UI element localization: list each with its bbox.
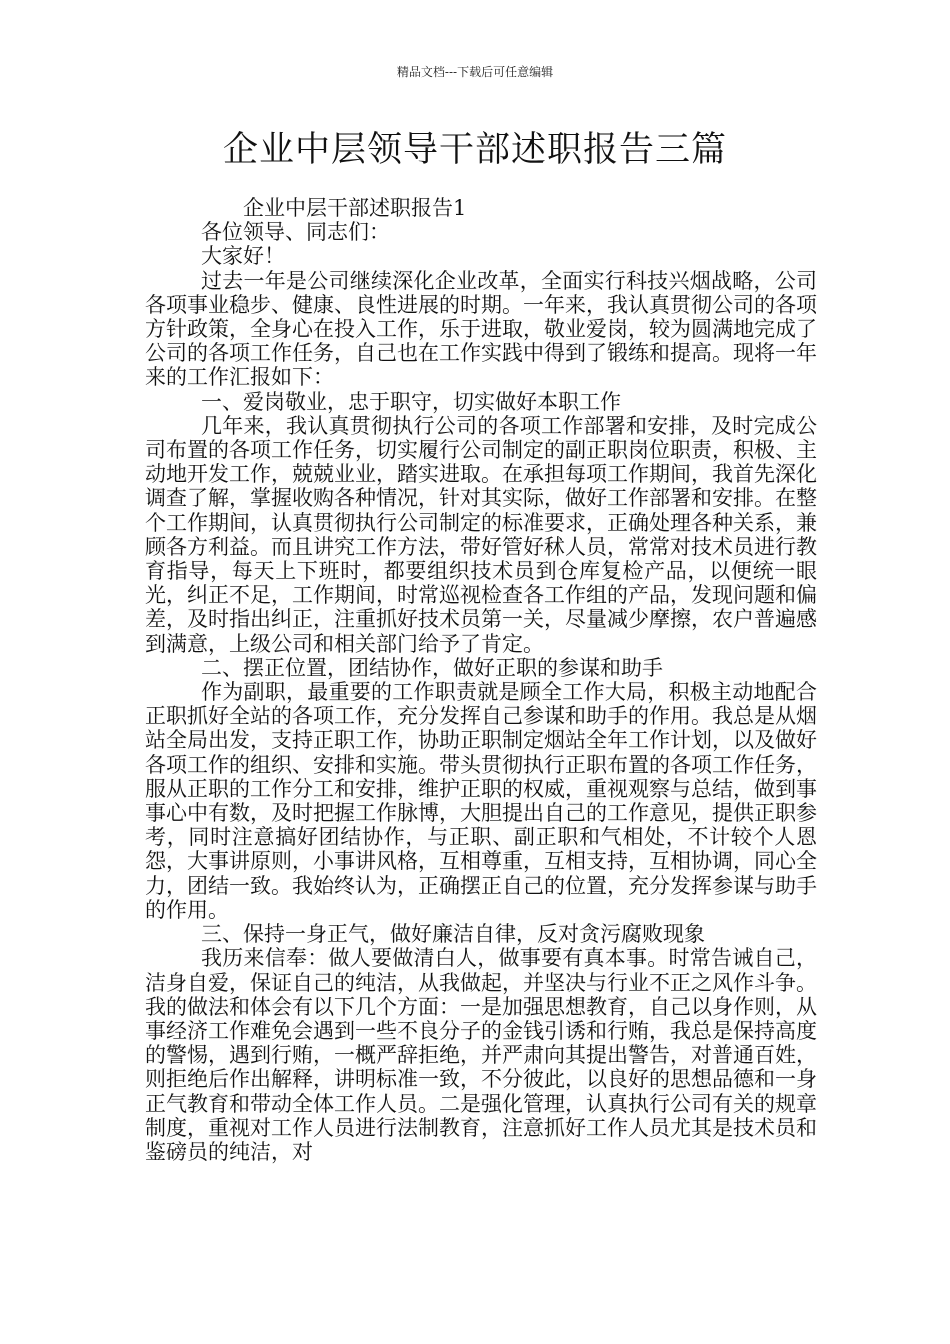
section-paragraph-3: 我历来信奉：做人要做清白人，做事要有真本事。时常告诫自己，洁身自爱，保证自己的纯洁，从我做起，并坚决与行业不正之风作斗争。我的做法和体会有以下几个方面：一是加强思想教育，自己以身作则，从事经济工作难免会遇到一些不良分子的金钱引诱和行贿，我总是保持高度的警惕，遇到行贿，一概严辞拒绝，并严肃向其提出警告，对普通百姓，则拒绝后作出解释，讲明标准一致，不分彼此，以良好的思想品德和一身正气教育和带动全体工作人员。二是强化管理，认真执行公司有关的规章制度，重视对工作人员进行法制教育，注意抓好工作人员尤其是技术员和鉴磅员的纯洁，对	[145, 946, 817, 1164]
report-subtitle: 企业中层干部述职报告1	[243, 196, 467, 220]
greeting: 大家好！	[201, 244, 285, 269]
document-body	[145, 196, 817, 1164]
section-heading-3: 三、保持一身正气，做好廉洁自律，反对贪污腐败现象	[201, 922, 705, 947]
section-paragraph-1: 几年来，我认真贯彻执行公司的各项工作部署和安排，及时完成公司布置的各项工作任务，切实履行公司制定的副正职岗位职责，积极、主动地开发工作，兢兢业业，踏实进取。在承担每项工作期间，我首先深化调查了解，掌握收购各种情况，针对其实际，做好工作部署和安排。在整个工作期间，认真贯彻执行公司制定的标准要求，正确处理各种关系，兼顾各方利益。而且讲究工作方法，带好管好秫人员，常常对技术员进行教育指导，每天上下班时，都要组织技术员到仓库复检产品，以便统一眼光，纠正不足，工作期间，时常巡视检查各工作组的产品，发现问题和偏差，及时指出纠正，注重抓好技术员第一关，尽量减少摩擦，农户普遍感到满意，上级公司和相关部门给予了肯定。	[145, 413, 817, 656]
header-note: 精品文档---下载后可任意编辑	[396, 65, 554, 79]
document-title: 企业中层领导干部述职报告三篇	[222, 130, 727, 170]
intro-paragraph: 过去一年是公司继续深化企业改革，全面实行科技兴烟战略，公司各项事业稳步、健康、良性进展的时期。一年来，我认真贯彻公司的各项方针政策，全身心在投入工作，乐于进取，敬业爱岗，较为圆满地完成了公司的各项工作任务，自己也在工作实践中得到了锻练和提高。现将一年来的工作汇报如下：	[145, 268, 817, 390]
salutation: 各位领导、同志们：	[201, 220, 390, 245]
section-heading-1: 一、爱岗敬业，忠于职守，切实做好本职工作	[201, 389, 621, 414]
section-paragraph-2: 作为副职，最重要的工作职责就是顾全工作大局，积极主动地配合正职抓好全站的各项工作，充分发挥自己参谋和助手的作用。我总是从烟站全局出发，支持正职工作，协助正职制定烟站全年工作计划，以及做好各项工作的组织、安排和实施。带头贯彻执行正职布置的各项工作任务，服从正职的工作分工和安排，维护正职的权威，重视观察与总结，做到事事心中有数，及时把握工作脉博，大胆提出自己的工作意见，提供正职参考，同时注意搞好团结协作，与正职、副正职和气相处，不计较个人恩怨，大事讲原则，小事讲风格，互相尊重，互相支持，互相协调，同心全力，团结一致。我始终认为，正确摆正自己的位置，充分发挥参谋与助手的作用。	[145, 680, 817, 922]
section-heading-2: 二、摆正位置，团结协作，做好正职的参谋和助手	[201, 655, 663, 680]
